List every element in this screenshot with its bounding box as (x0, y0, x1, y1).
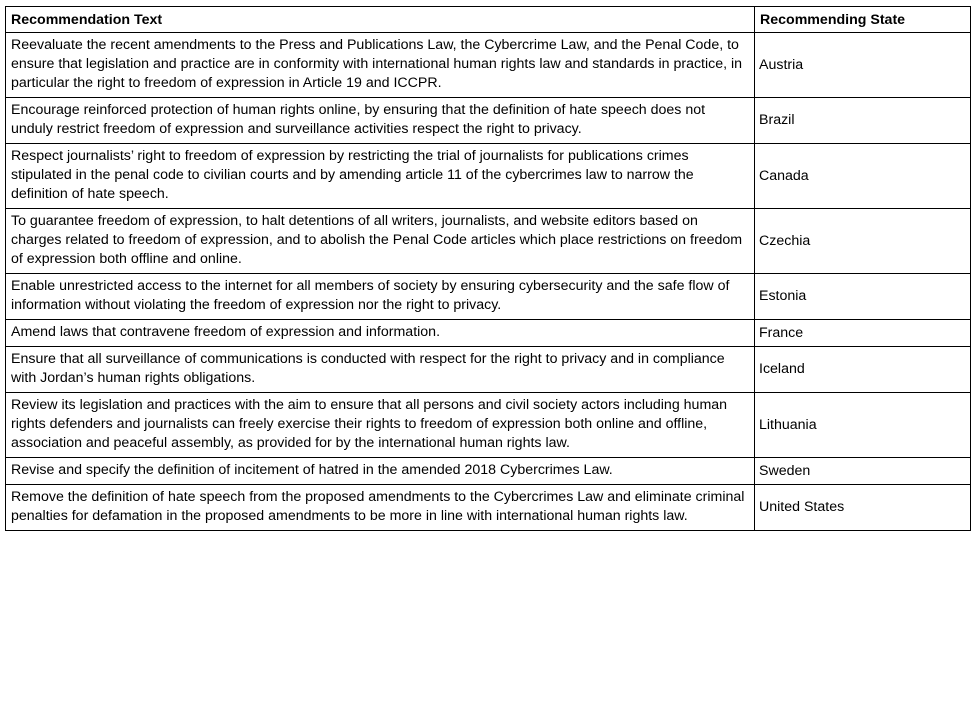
recommending-state-cell: Estonia (755, 274, 971, 320)
table-row (6, 320, 971, 347)
table-row (6, 274, 971, 320)
recommending-state-cell: United States (755, 485, 971, 531)
recommendation-text-cell: Respect journalists’ right to freedom of expression by restricting the trial of journalists for publications crimes stipulated in the penal code to civilian courts and by amending article 11 of the cybercrimes law to narrow the definition of hate speech. (6, 144, 755, 209)
recommendation-text-cell: Amend laws that contravene freedom of expression and information. (6, 320, 755, 347)
table-row (6, 393, 971, 458)
recommending-state-cell: Brazil (755, 98, 971, 144)
recommendation-text-cell: Revise and specify the definition of incitement of hatred in the amended 2018 Cybercrimes Law. (6, 458, 755, 485)
recommending-state-cell: France (755, 320, 971, 347)
recommendations-table (5, 6, 971, 531)
recommendation-text-cell: Ensure that all surveillance of communications is conducted with respect for the right to privacy and in compliance with Jordan’s human rights obligations. (6, 347, 755, 393)
recommending-state-cell: Austria (755, 33, 971, 98)
table-row (6, 347, 971, 393)
table-row (6, 485, 971, 531)
recommendation-text-cell: Review its legislation and practices with the aim to ensure that all persons and civil society actors including human rights defenders and journalists can freely exercise their rights to freedom of expression both online and offline, association and peaceful assembly, as provided for by the international human rights law. (6, 393, 755, 458)
recommendation-text-cell: To guarantee freedom of expression, to halt detentions of all writers, journalists, and website editors based on charges related to freedom of expression, and to abolish the Penal Code articles which place restrictions on freedom of expression both offline and online. (6, 209, 755, 274)
table-row (6, 144, 971, 209)
recommending-state-cell: Canada (755, 144, 971, 209)
recommendation-text-cell: Remove the definition of hate speech from the proposed amendments to the Cybercrimes Law and eliminate criminal penalties for defamation in the proposed amendments to be more in line with international human rights law. (6, 485, 755, 531)
table-row (6, 33, 971, 98)
recommendation-text-cell: Enable unrestricted access to the internet for all members of society by ensuring cybersecurity and the safe flow of information without violating the freedom of expression nor the right to privacy. (6, 274, 755, 320)
recommending-state-cell: Sweden (755, 458, 971, 485)
table-row (6, 98, 971, 144)
header-row (6, 7, 971, 33)
table-row (6, 458, 971, 485)
recommendation-text-cell: Encourage reinforced protection of human rights online, by ensuring that the definition of hate speech does not unduly restrict freedom of expression and surveillance activities respect the right to privacy. (6, 98, 755, 144)
recommendation-text-cell: Reevaluate the recent amendments to the Press and Publications Law, the Cybercrime Law, and the Penal Code, to ensure that legislation and practice are in conformity with international human rights law and standards in practice, in particular the right to freedom of expression in Article 19 and ICCPR. (6, 33, 755, 98)
recommending-state-cell: Czechia (755, 209, 971, 274)
header-recommending-state: Recommending State (755, 7, 971, 33)
header-recommendation-text: Recommendation Text (6, 7, 755, 33)
recommending-state-cell: Iceland (755, 347, 971, 393)
table-row (6, 209, 971, 274)
recommending-state-cell: Lithuania (755, 393, 971, 458)
